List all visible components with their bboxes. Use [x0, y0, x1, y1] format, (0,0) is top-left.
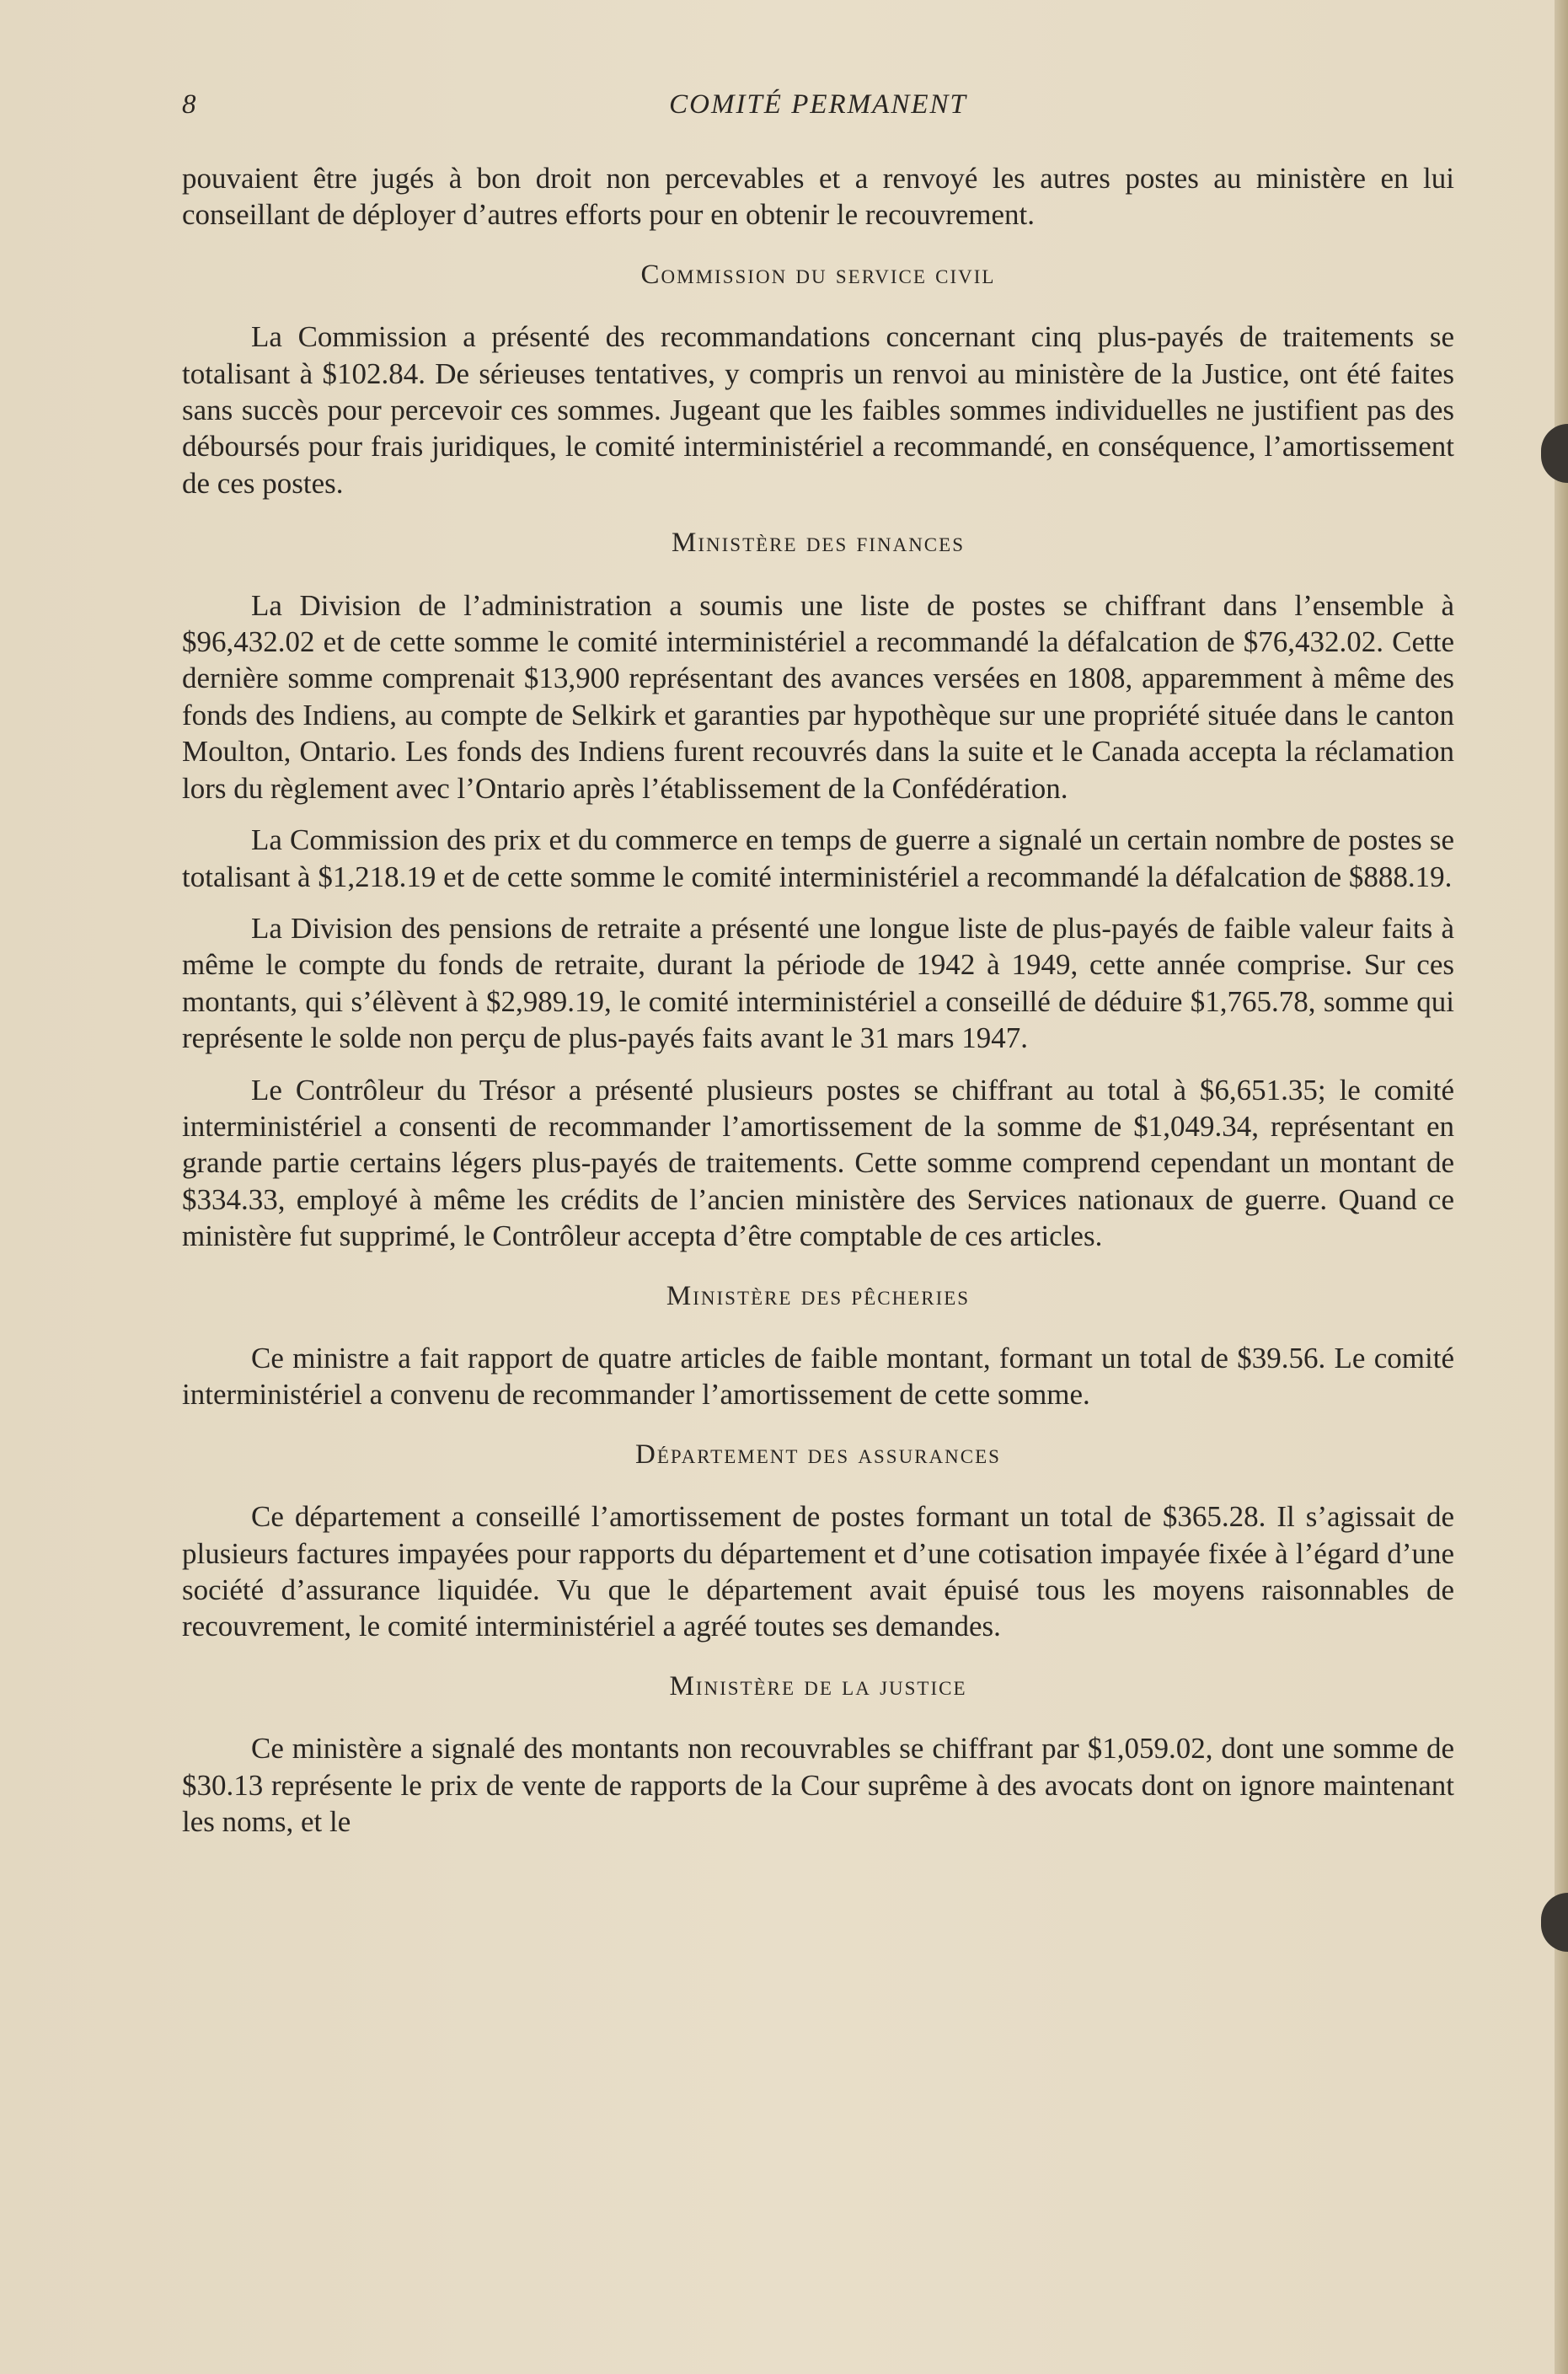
paragraph: Ce ministre a fait rapport de quatre articles de faible montant, formant un total de $39.56. Le comité interministériel a convenu de recommander l’amortissement de cette somme.	[182, 1341, 1454, 1412]
page-number: 8	[182, 89, 196, 120]
paragraph-continuation: pouvaient être jugés à bon droit non percevables et a renvoyé les autres postes au ministère en lui conseillant de déployer d’autres efforts pour en obtenir le recouvrement.	[182, 162, 1454, 232]
page-edge-shadow	[1555, 0, 1568, 2374]
section-heading-ministere-finances: Ministère des finances	[672, 528, 965, 559]
paragraph: Ce département a conseillé l’amortissement de postes formant un total de $365.28. Il s’agissait de plusieurs factures impayées pour rapports du département et d’une cotisation impayée fixée à l’égard d’une société d’assurance liquidée. Vu que le département avait épuisé tous les moyens raisonnables de recouvrement, le comité interministériel a agréé toutes ses demandes.	[182, 1500, 1454, 1643]
paragraph: Ce ministère a signalé des montants non recouvrables se chiffrant par $1,059.02, dont une somme de $30.13 représente le prix de vente de rapports de la Cour suprême à des avocats dont on ignore maintenant les noms, et le	[182, 1732, 1454, 1839]
binding-tab-mark	[1541, 1893, 1568, 1952]
paragraph: La Division de l’administration a soumis une liste de postes se chiffrant dans l’ensemble à $96,432.02 et de cette somme le comité interministériel a recommandé la défalcation de $76,432.02. Cette dernière somme comprenait $13,900 représentant des avances versées en 1808, apparemment à même des fonds des Indiens, au compte de Selkirk et garanties par hypothèque sur une propriété située dans le canton Moulton, Ontario. Les fonds des Indiens furent recouvrés dans la suite et le Canada accepta la réclamation lors du règlement avec l’Ontario après l’établissement de la Confédération.	[182, 588, 1454, 805]
paragraph: Le Contrôleur du Trésor a présenté plusieurs postes se chiffrant au total à $6,651.35; le comité interministériel a consenti de recommander l’amortissement de la somme de $1,049.34, représentant en grande partie certains légers plus-payés de traitements. Cette somme comprend cependant un montant de $334.33, employé à même les crédits de l’ancien ministère des Services nationaux de guerre. Quand ce ministère fut supprimé, le Contrôleur accepta d’être comptable de ces articles.	[182, 1073, 1454, 1253]
running-title: COMITÉ PERMANENT	[669, 89, 967, 120]
section-heading-ministere-justice: Ministère de la justice	[669, 1670, 967, 1701]
paragraph: La Division des pensions de retraite a présenté une longue liste de plus-payés de faible valeur faits à même le compte du fonds de retraite, durant la période de 1942 à 1949, cette année comprise. Sur ces montants, qui s’élèvent à $2,989.19, le comité interministériel a conseillé de déduire $1,765.78, somme qui représente le solde non perçu de plus-payés faits avant le 31 mars 1947.	[182, 911, 1454, 1055]
paragraph: La Commission a présenté des recommandations concernant cinq plus-payés de traitements se totalisant à $102.84. De sérieuses tentatives, y compris un renvoi au ministère de la Justice, ont été faites sans succès pour percevoir ces sommes. Jugeant que les faibles sommes individuelles ne justifient pas des déboursés pour frais juridiques, le comité interministériel a recommandé, en conséquence, l’amortissement de ces postes.	[182, 320, 1454, 500]
page-content	[182, 160, 1454, 1840]
section-heading-ministere-pecheries: Ministère des pêcheries	[666, 1280, 971, 1311]
paragraph: La Commission des prix et du commerce en temps de guerre a signalé un certain nombre de postes se totalisant à $1,218.19 et de cette somme le comité interministériel a recommandé la défalcation de $888.19.	[182, 823, 1454, 893]
page-header	[182, 89, 1454, 126]
section-heading-departement-assurances: Département des assurances	[635, 1439, 1001, 1470]
binding-tab-mark	[1541, 424, 1568, 483]
section-heading-commission-service-civil: Commission du service civil	[640, 259, 996, 290]
